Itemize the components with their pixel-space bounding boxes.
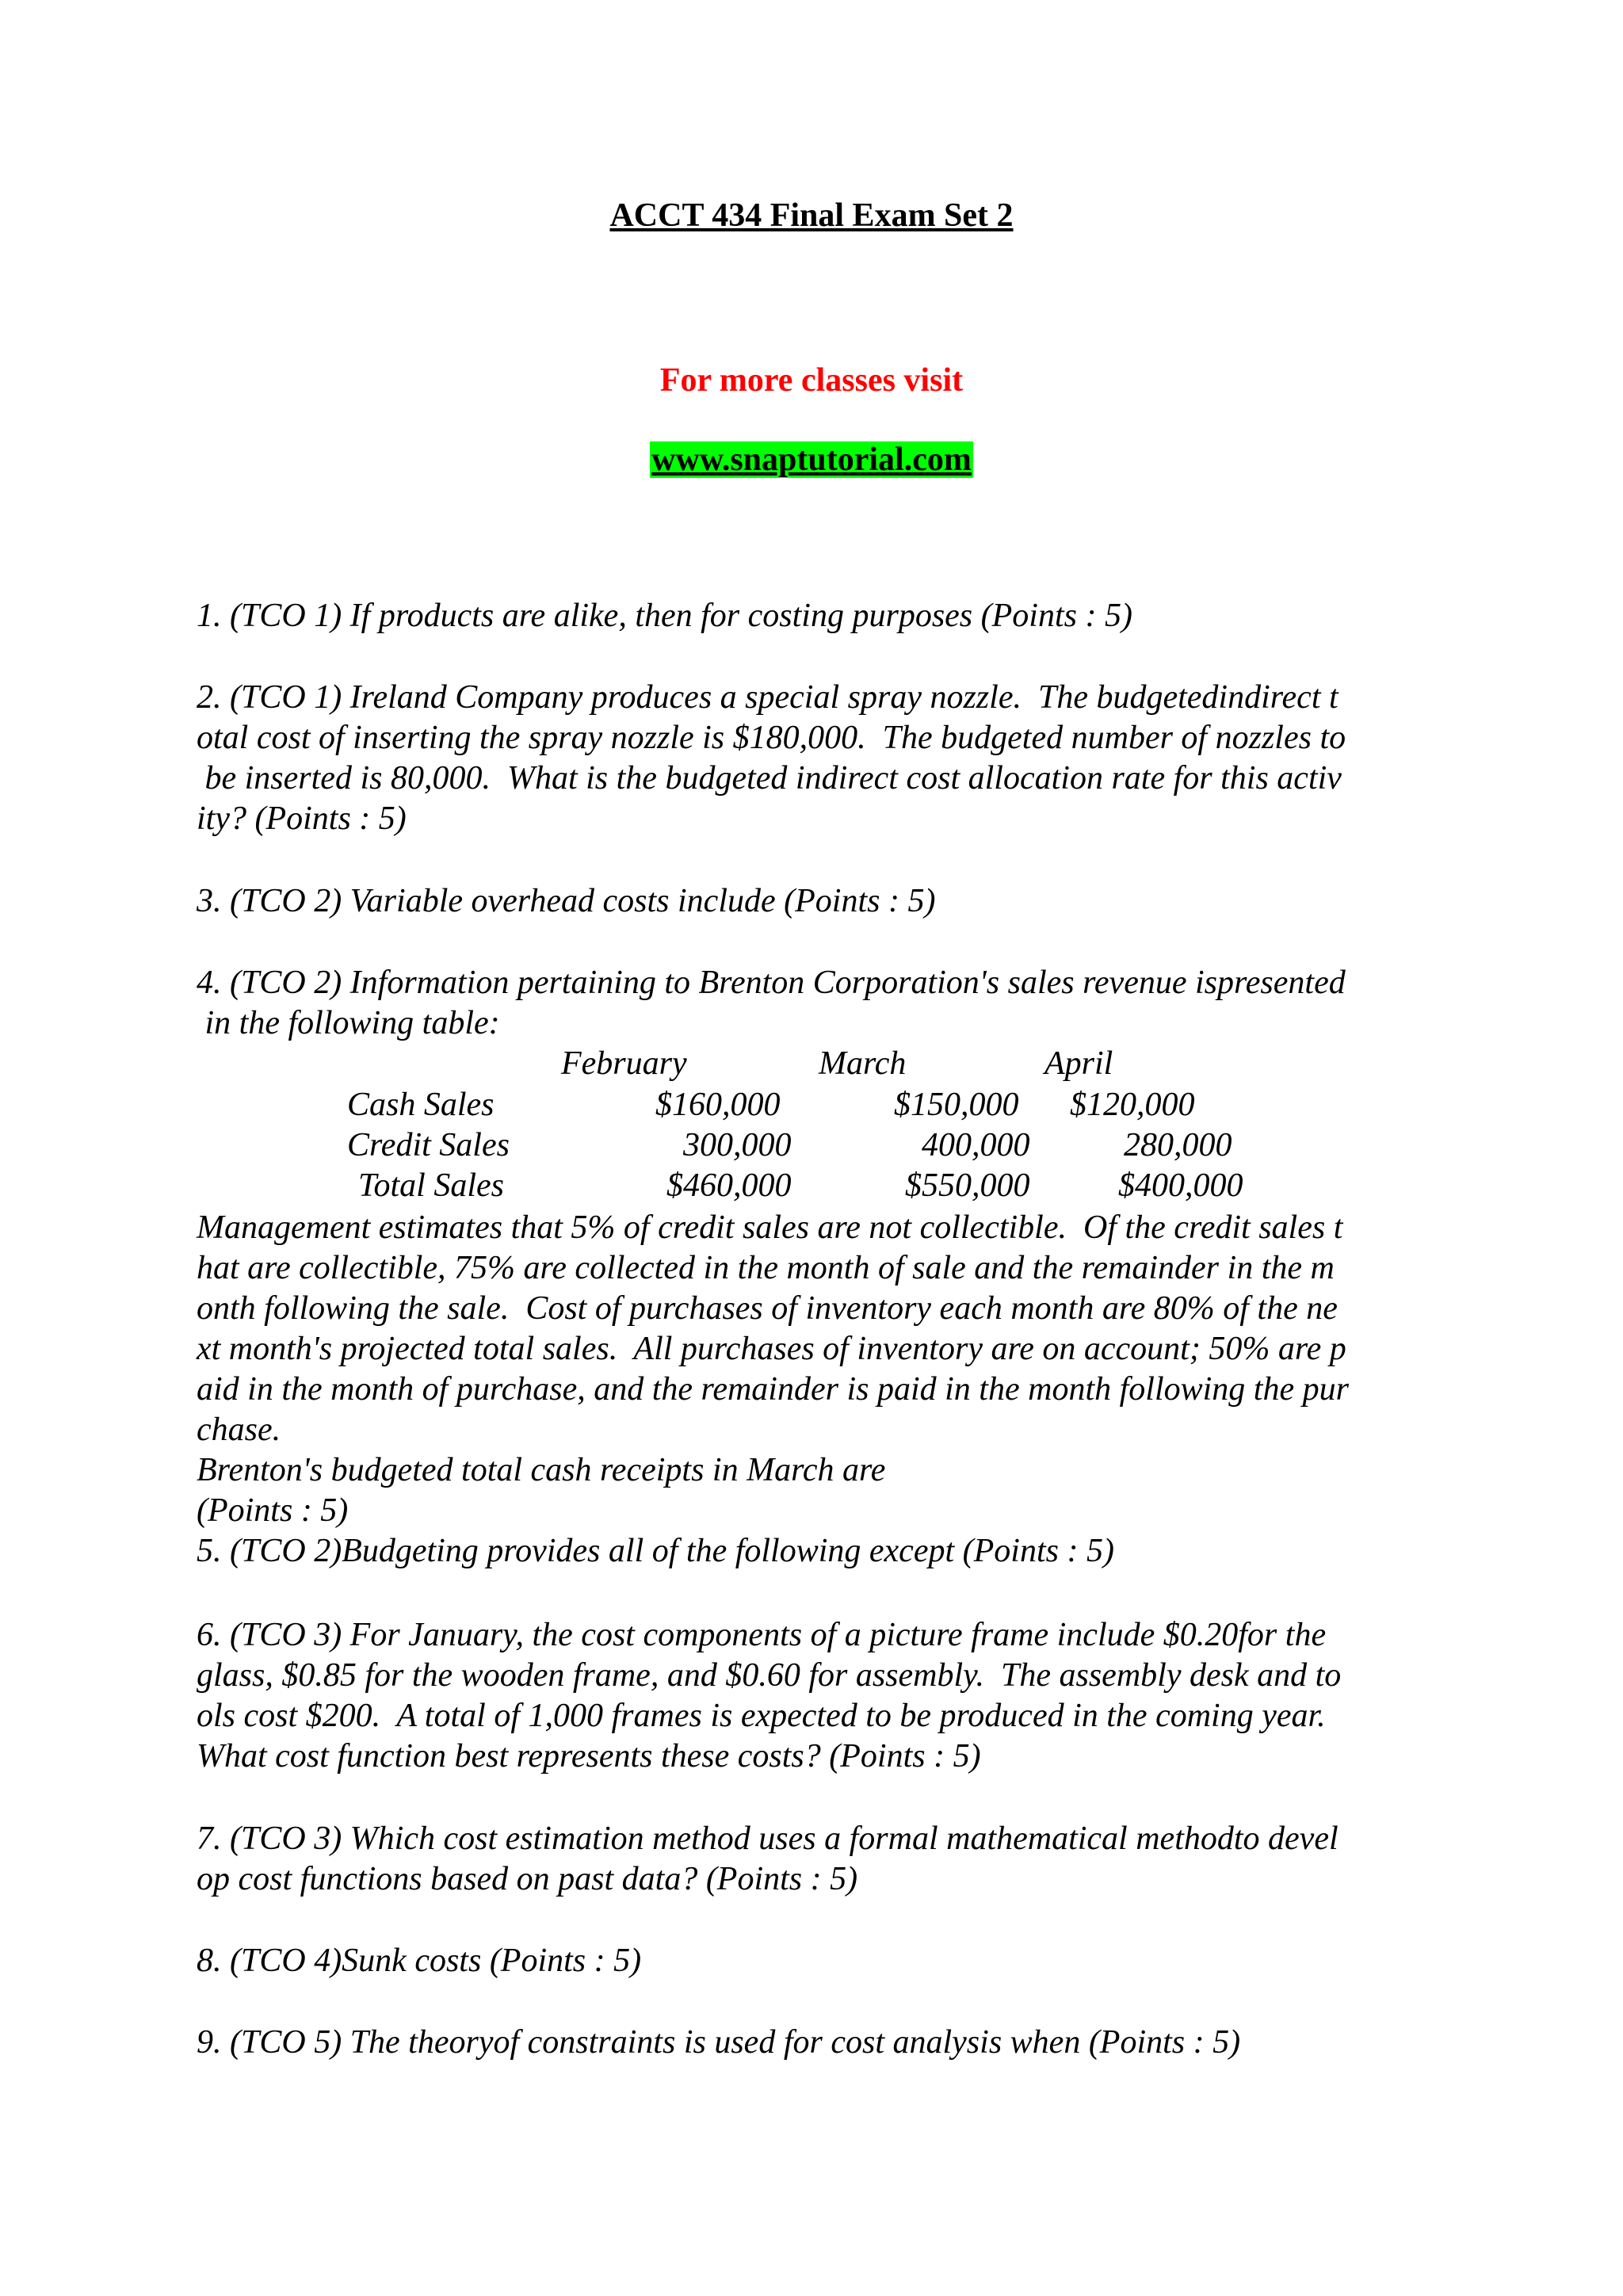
question-4-cont-line-3: onth following the sale. Cost of purchases of inventory each month are 80% of the ne xyxy=(197,1290,1338,1327)
question-6-line-3: ols cost $200. A total of 1,000 frames is expected to be produced in the coming year. xyxy=(197,1698,1326,1734)
question-9-line-1: 9. (TCO 5) The theoryof constraints is used for cost analysis when (Points : 5) xyxy=(197,2024,1241,2061)
table-cell-credit-mar: 400,000 xyxy=(922,1127,1030,1163)
question-2-line-2: otal cost of inserting the spray nozzle is $180,000. The budgeted number of nozzles to xyxy=(197,720,1346,756)
promo-url-link[interactable]: www.snaptutorial.com xyxy=(651,441,972,478)
question-3 xyxy=(197,881,1433,922)
question-4-cont-line-5: aid in the month of purchase, and the remainder is paid in the month following the pur xyxy=(197,1371,1349,1408)
question-8-line-1: 8. (TCO 4)Sunk costs (Points : 5) xyxy=(197,1943,642,1979)
question-9 xyxy=(197,2023,1433,2063)
question-2-line-3: be inserted is 80,000. What is the budgeted indirect cost allocation rate for this activ xyxy=(197,760,1342,797)
question-8 xyxy=(197,1941,1433,1981)
question-6-line-1: 6. (TCO 3) For January, the cost components of a picture frame include $0.20for the xyxy=(197,1617,1327,1653)
question-6 xyxy=(197,1615,1433,1777)
question-3-line-1: 3. (TCO 2) Variable overhead costs include (Points : 5) xyxy=(197,883,936,919)
table-header-february: February xyxy=(561,1045,687,1082)
question-1 xyxy=(197,596,1433,636)
promo-url-line xyxy=(0,441,1623,479)
question-4-continued xyxy=(197,1208,1433,1572)
question-4-cont-line-7: Brenton's budgeted total cash receipts in March are xyxy=(197,1452,886,1488)
question-5-line-1: 5. (TCO 2)Budgeting provides all of the following except (Points : 5) xyxy=(197,1533,1114,1569)
table-cell-total-apr: $400,000 xyxy=(1118,1167,1243,1204)
question-1-line-1: 1. (TCO 1) If products are alike, then for costing purposes (Points : 5) xyxy=(197,598,1132,634)
table-cell-cash-mar: $150,000 xyxy=(894,1087,1019,1123)
question-4-cont-line-8: (Points : 5) xyxy=(197,1492,349,1529)
table-cell-cash-feb: $160,000 xyxy=(655,1087,781,1123)
table-header-april: April xyxy=(1044,1045,1113,1082)
question-4-line-2: in the following table: xyxy=(197,1005,500,1041)
table-header-march: March xyxy=(819,1045,907,1082)
table-cell-credit-apr: 280,000 xyxy=(1124,1127,1232,1163)
question-6-line-4: What cost function best represents these costs? (Points : 5) xyxy=(197,1738,981,1775)
document-title-text: ACCT 434 Final Exam Set 2 xyxy=(609,197,1014,234)
question-4 xyxy=(197,963,1433,1044)
question-2-line-1: 2. (TCO 1) Ireland Company produces a special spray nozzle. The budgetedindirect t xyxy=(197,679,1338,716)
promo-text: For more classes visit xyxy=(659,362,964,399)
table-cell-credit-feb: 300,000 xyxy=(683,1127,792,1163)
question-7-line-1: 7. (TCO 3) Which cost estimation method uses a formal mathematical methodto devel xyxy=(197,1820,1338,1857)
question-7-line-2: op cost functions based on past data? (Points : 5) xyxy=(197,1861,858,1897)
table-cell-total-feb: $460,000 xyxy=(666,1167,792,1204)
question-6-line-2: glass, $0.85 for the wooden frame, and $0.60 for assembly. The assembly desk and to xyxy=(197,1657,1342,1694)
question-4-cont-line-2: hat are collectible, 75% are collected in the month of sale and the remainder in the m xyxy=(197,1250,1335,1286)
question-2 xyxy=(197,678,1433,839)
question-2-line-4: ity? (Points : 5) xyxy=(197,800,407,837)
promo-line xyxy=(0,361,1623,399)
table-cell-total-mar: $550,000 xyxy=(905,1167,1030,1204)
question-4-cont-line-4: xt month's projected total sales. All purchases of inventory are on account; 50% are p xyxy=(197,1331,1346,1367)
document-title xyxy=(0,197,1623,235)
question-4-cont-line-1: Management estimates that 5% of credit sales are not collectible. Of the credit sales t xyxy=(197,1209,1343,1246)
question-4-cont-line-6: chase. xyxy=(197,1412,281,1448)
question-4-line-1: 4. (TCO 2) Information pertaining to Brenton Corporation's sales revenue ispresented xyxy=(197,965,1346,1001)
table-cell-cash-apr: $120,000 xyxy=(1070,1087,1195,1123)
question-7 xyxy=(197,1819,1433,1900)
table-row-label-credit: Credit Sales xyxy=(347,1127,510,1163)
table-row-label-total: Total Sales xyxy=(358,1167,504,1204)
table-row-label-cash: Cash Sales xyxy=(347,1087,495,1123)
